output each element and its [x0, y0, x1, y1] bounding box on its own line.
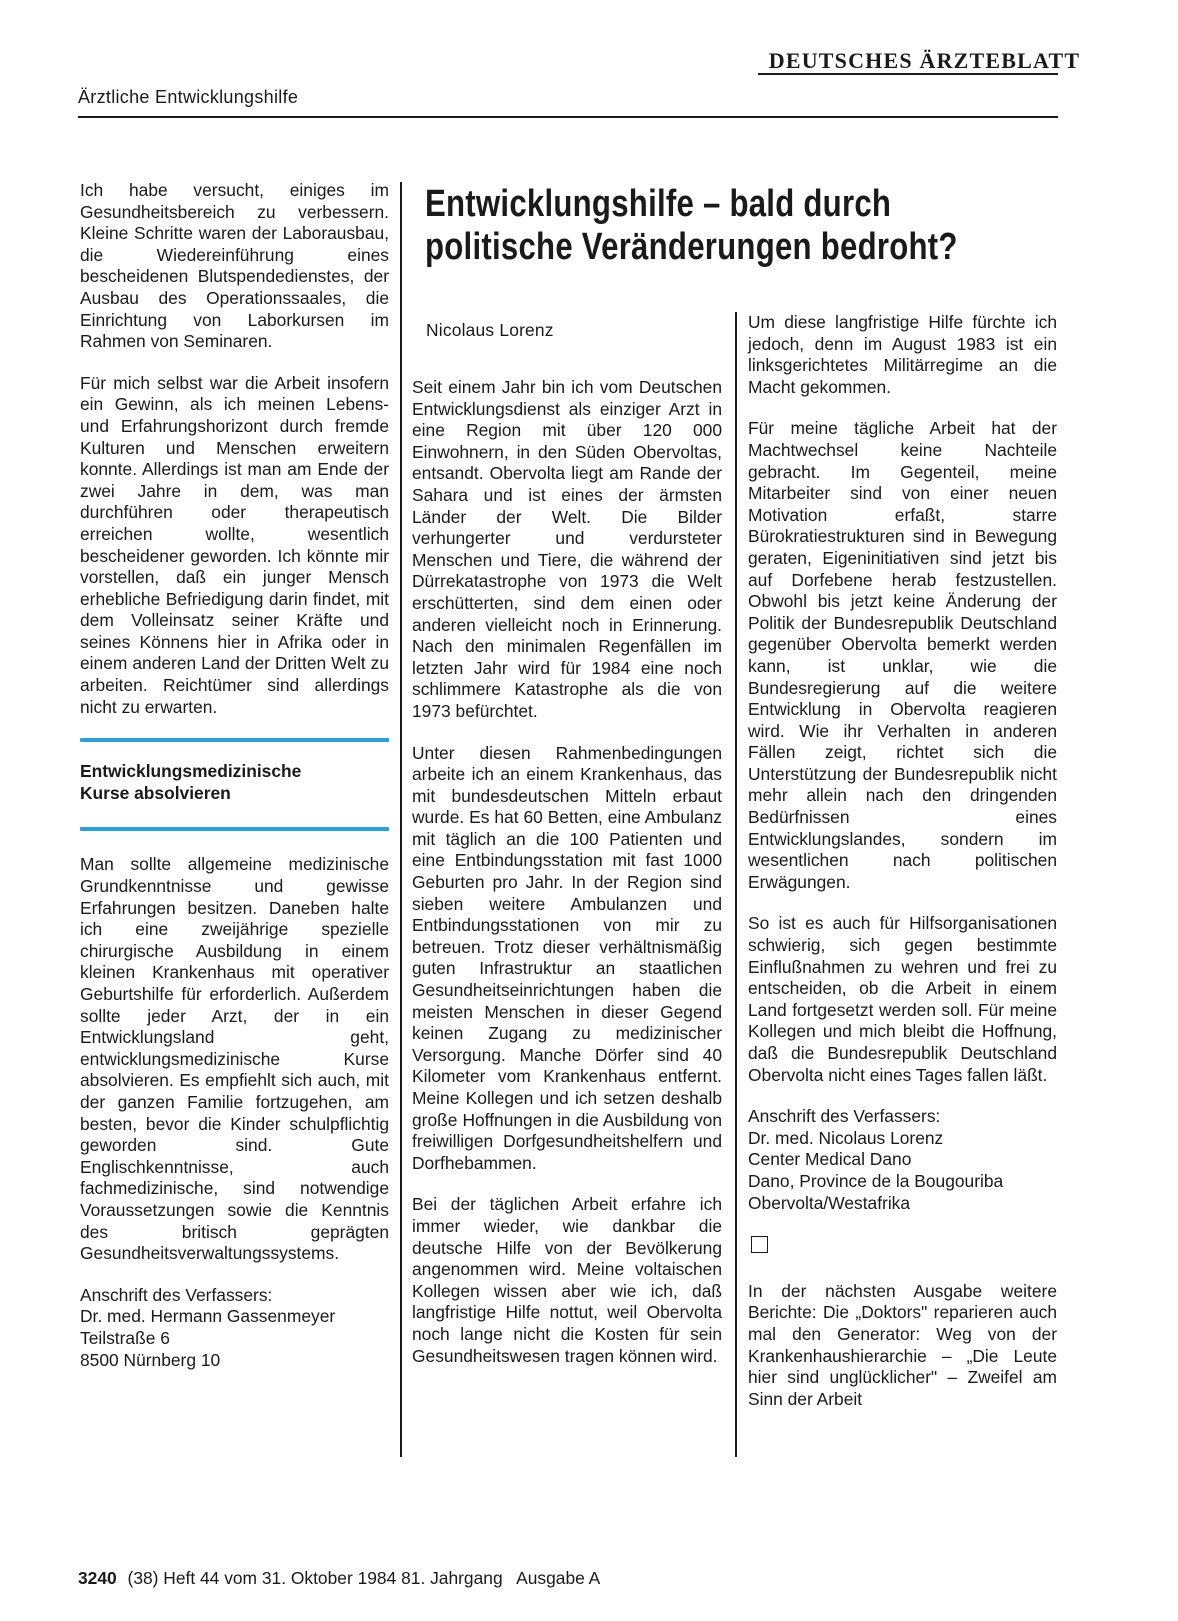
end-of-article-box [751, 1236, 768, 1253]
author-address [748, 1106, 1057, 1214]
issue-info: (38) Heft 44 vom 31. Oktober 1984 81. Jahrgang Ausgabe A [127, 1568, 601, 1588]
column-divider [400, 182, 402, 1457]
paragraph: So ist es auch für Hilfsorganisationen schwierig, sich gegen bestimmte Einflußnahmen zu wehren und frei zu entscheiden, ob die Arbeit in einem Land fortgesetzt werden soll. Für meine Kollegen und mich bleibt die Hoffnung, daß die Bundesrepublik Deutschland Obervolta nicht eines Tages fallen läßt. [748, 913, 1057, 1085]
paragraph: Für meine tägliche Arbeit hat der Machtwechsel keine Nachteile gebracht. Im Gegenteil, meine Mitarbeiter sind von einer neuen Motivation erfaßt, starre Bürokratiestrukturen sind in Bewegung geraten, Eigeninitiativen sind jetzt bis auf Dorfebene herab festzustellen. Obwohl bis jetzt keine Änderung der Politik der Bundesrepublik Deutschland gegenüber Obervolta bemerkt werden kann, ist unklar, wie die Bundesregierung auf die weitere Entwicklung in Obervolta reagieren wird. Wie ihr Verhalten in anderen Fällen zeigt, richtet sich die Unterstützung der Bundesrepublik nicht mehr allein nach den dringenden Bedürfnissen eines Entwicklungslandes, sondern im wesentlichen nach politischen Erwägungen. [748, 418, 1057, 892]
section-title: Ärztliche Entwicklungshilfe [78, 87, 299, 107]
address-line: Center Medical Dano [748, 1149, 912, 1170]
title-line: Entwicklungshilfe – bald durch [425, 183, 892, 225]
header-rule-bottom [78, 116, 1058, 118]
page-number: 3240 [78, 1568, 117, 1588]
page-footer [78, 1568, 600, 1589]
subhead-accent-bar [80, 738, 389, 742]
author-address [80, 1285, 389, 1371]
paragraph: Um diese langfristige Hilfe fürchte ich jedoch, denn im August 1983 ist ein linksgerichtetes Militärregime an die Macht gekommen. [748, 312, 1057, 397]
subhead-accent-bar [80, 827, 389, 831]
address-line: Anschrift des Verfassers: [748, 1106, 941, 1127]
left-column [80, 180, 389, 1371]
right-column [748, 312, 1057, 1410]
address-line: Anschrift des Verfassers: [80, 1284, 273, 1305]
address-line: Dr. med. Hermann Gassenmeyer [80, 1306, 336, 1327]
paragraph: Seit einem Jahr bin ich vom Deutschen Entwicklungsdienst als einziger Arzt in eine Region mit über 120 000 Einwohnern, in den Süden Obervoltas, entsandt. Obervolta liegt am Rande der Sahara und ist eines der ärmsten Länder der Welt. Die Bilder verhungerter und verdursteter Menschen und Tiere, die während der Dürrekatastrophe von 1973 die Welt erschütterten, sind dem einen oder anderen vielleicht noch in Erinnerung. Nach den minimalen Regenfällen im letzten Jahr wird für 1984 eine noch schlimmere Katastrophe als die von 1973 befürchtet. [412, 377, 722, 721]
subheading-line: Kurse absolvieren [80, 782, 231, 803]
subheading [80, 761, 389, 804]
address-line: Dano, Province de la Bougouriba [748, 1170, 1004, 1191]
address-line: Obervolta/Westafrika [748, 1192, 911, 1213]
article-author: Nicolaus Lorenz [426, 320, 554, 340]
paragraph: Unter diesen Rahmenbedingungen arbeite ich an einem Krankenhaus, das mit bundesdeutschen Mitteln erbaut wurde. Es hat 60 Betten, eine Ambulanz mit täglich an die 100 Patienten und eine Entbindungsstation mit fast 1000 Geburten pro Jahr. In der Region sind sieben weitere Ambulanzen und Entbindungsstationen von mir zu betreuen. Trotz dieser verhältnismäßig guten Infrastruktur an staatlichen Gesundheitseinrichtungen haben die meisten Menschen in dieser Gegend keinen Zugang zu medizinischer Versorgung. Manche Dörfer sind 40 Kilometer vom Krankenhaus entfernt. Meine Kollegen und ich setzen deshalb große Hoffnungen in die Ausbildung von freiwilligen Dorfgesundheitshelfern und Dorfhebammen. [412, 742, 722, 1173]
paragraph: In der nächsten Ausgabe weitere Berichte: Die „Doktors" reparieren auch mal den Generator: Weg von der Krankenhaushierarchie – „Die Leute hier sind unglücklicher" – Zweifel am Sinn der Arbeit [748, 1280, 1057, 1409]
title-line: politische Veränderungen bedroht? [425, 226, 958, 268]
address-line: Dr. med. Nicolaus Lorenz [748, 1127, 944, 1148]
masthead: DEUTSCHES ÄRZTEBLATT [768, 48, 1081, 73]
paragraph: Für mich selbst war die Arbeit insofern ein Gewinn, als ich meinen Lebens- und Erfahrungshorizont durch fremde Kulturen und Menschen erweitern konnte. Allerdings ist man am Ende der zwei Jahre in dem, was man durchführen oder therapeutisch erreichen wollte, wesentlich bescheidener geworden. Ich könnte mir vorstellen, daß ein junger Mensch erhebliche Befriedigung darin findet, mit dem Volleinsatz seiner Kräfte und seines Könnens hier in Afrika oder in einem anderen Land der Dritten Welt zu arbeiten. Reichtümer sind allerdings nicht zu erwarten. [80, 372, 389, 717]
address-line: Teilstraße 6 [80, 1327, 170, 1348]
header-rule-top [758, 73, 1058, 75]
article-title [425, 183, 983, 269]
paragraph: Ich habe versucht, einiges im Gesundheitsbereich zu verbessern. Kleine Schritte waren der Laborausbau, die Wiedereinführung eines bescheidenen Blutspendedienstes, der Ausbau des Operationssaales, die Einrichtung von Laborkursen im Rahmen von Seminaren. [80, 180, 389, 352]
address-line: 8500 Nürnberg 10 [80, 1349, 221, 1370]
paragraph: Man sollte allgemeine medizinische Grundkenntnisse und gewisse Erfahrungen besitzen. Daneben halte ich eine zweijährige spezielle chirurgische Ausbildung in einem kleinen Krankenhaus mit operativer Geburtshilfe für erforderlich. Außerdem sollte jeder Arzt, der in ein Entwicklungsland geht, entwicklungsmedizinische Kurse absolvieren. Es empfiehlt sich auch, mit der ganzen Familie fortzugehen, am besten, bevor die Kinder schulpflichtig geworden sind. Gute Englischkenntnisse, auch fachmedizinische, sind notwendige Voraussetzungen sowie die Kenntnis des britisch geprägten Gesundheitsverwaltungssystems. [80, 854, 389, 1264]
paragraph: Bei der täglichen Arbeit erfahre ich immer wieder, wie dankbar die deutsche Hilfe von der Bevölkerung angenommen wird. Meine voltaischen Kollegen wissen aber wie ich, daß langfristige Hilfe nottut, weil Obervolta noch lange nicht die Kosten für sein Gesundheitswesen tragen können wird. [412, 1194, 722, 1366]
middle-column [412, 377, 722, 1367]
column-divider [735, 312, 737, 1457]
subheading-line: Entwicklungsmedizinische [80, 761, 302, 782]
